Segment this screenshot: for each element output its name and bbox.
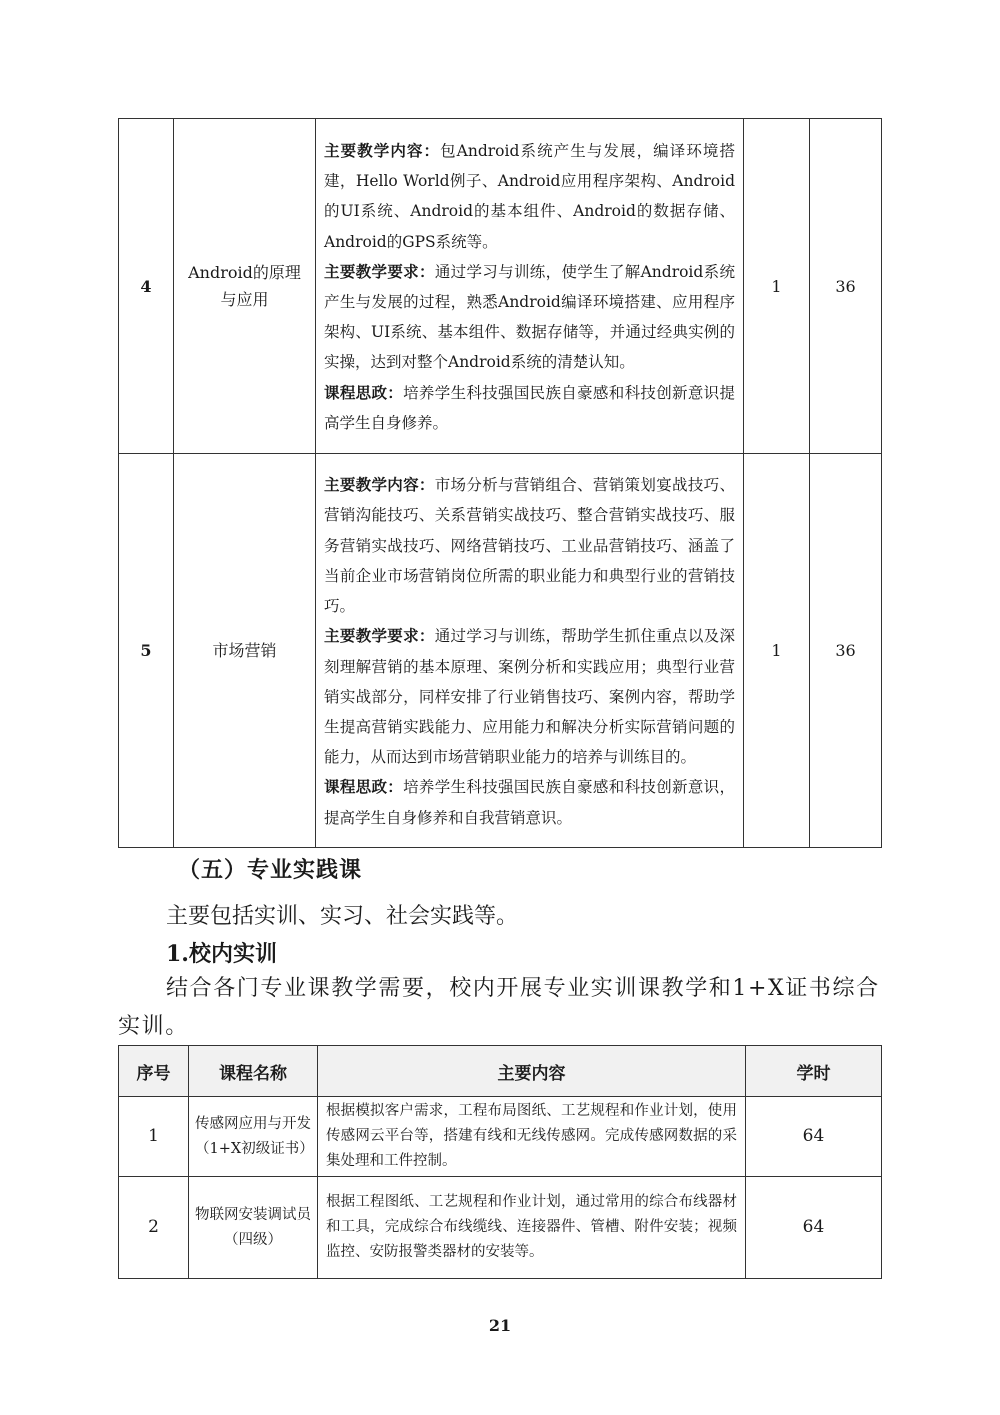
requirement-label: 主要教学要求：: [324, 261, 435, 281]
table-row: [119, 1097, 882, 1177]
ideology-text: 培养学生科技强国民族自豪感和科技创新意识，提高学生自身修养和自我营销意识。: [324, 778, 735, 827]
course-description: [316, 119, 744, 454]
table-row: [119, 119, 882, 454]
course-name: [174, 119, 316, 454]
requirement-text: 通过学习与训练，帮助学生抓住重点以及深刻理解营销的基本原理、案例分析和实践应用；典型行业营销实战部分，同样安排了行业销售技巧、案例内容，帮助学生提高营销实践能力、应用能力和解决分析实际营销问题的能力，从而达到市场营销职业能力的培养与训练目的。: [324, 627, 735, 767]
content-text: 包Android系统产生与发展，编译环境搭建，Hello World例子、Android应用程序架构、Android的UI系统、Android的基本组件、Android的数据存储、 Android的GPS系统等。: [324, 141, 735, 251]
header-content: 主要内容: [318, 1046, 746, 1097]
hours-value: 36: [810, 454, 882, 848]
header-course-name: 课程名称: [189, 1046, 318, 1097]
content-label: 主要教学内容：: [324, 140, 441, 160]
table-row: [119, 454, 882, 848]
course-table: [118, 118, 882, 848]
ideology-label: 课程思政：: [324, 777, 404, 797]
content-label: 主要教学内容：: [324, 475, 435, 495]
row-number: 5: [119, 454, 174, 848]
requirement-text: 通过学习与训练，使学生了解Android系统产生与发展的过程，熟悉Android编译环境搭建、应用程序架构、UI系统、基本组件、数据存储等，并通过经典实例的实操，达到对整个Android系统的清楚认知。: [324, 262, 735, 372]
subsection-title: 1.校内实训: [166, 941, 277, 967]
credit-value: 1: [744, 454, 810, 848]
content-text: 市场分析与营销组合、营销策划宴战技巧、营销沟能技巧、关系营销实战技巧、整合营销实战技巧、服务营销实战技巧、网络营销技巧、工业品营销技巧、涵盖了当前企业市场营销岗位所需的职业能力和典型行业的营销技巧。: [324, 476, 735, 616]
hours-value: 36: [810, 119, 882, 454]
row-number: 2: [119, 1177, 189, 1279]
course-name: 市场营销: [174, 454, 316, 848]
course-content: 根据工程图纸、工艺规程和作业计划，通过常用的综合布线器材和工具，完成综合布线缆线、连接器件、管槽、附件安装；视频监控、安防报警类器材的安装等。: [318, 1177, 746, 1279]
course-name: 传感网应用与开发（1+X初级证书）: [189, 1097, 318, 1177]
header-hours: 学时: [746, 1046, 882, 1097]
course-description: [316, 454, 744, 848]
ideology-text: 培养学生科技强国民族自豪感和科技创新意识提高学生自身修养。: [324, 383, 735, 432]
subsection-text: 结合各门专业课教学需要，校内开展专业实训课教学和1+X证书综合实训。: [118, 976, 880, 1039]
requirement-label: 主要教学要求：: [324, 626, 435, 646]
course-name-text: Android的原理与应用: [188, 263, 301, 309]
section-title: （五）专业实践课: [178, 857, 363, 883]
header-number: 序号: [119, 1046, 189, 1097]
section-intro: 主要包括实训、实习、社会实践等。: [166, 904, 519, 929]
credit-value: 1: [744, 119, 810, 454]
course-content: 根据模拟客户需求，工程布局图纸、工艺规程和作业计划，使用传感网云平台等，搭建有线和无线传感网。完成传感网数据的采集处理和工件控制。: [318, 1097, 746, 1177]
table-header-row: [119, 1046, 882, 1097]
table-row: [119, 1177, 882, 1279]
course-name: 物联网安装调试员（四级）: [189, 1177, 318, 1279]
page-number: 21: [488, 1316, 512, 1335]
row-number: 4: [119, 119, 174, 454]
hours-value: 64: [746, 1097, 882, 1177]
row-number: 1: [119, 1097, 189, 1177]
ideology-label: 课程思政：: [324, 382, 404, 402]
training-table: [118, 1045, 882, 1279]
hours-value: 64: [746, 1177, 882, 1279]
